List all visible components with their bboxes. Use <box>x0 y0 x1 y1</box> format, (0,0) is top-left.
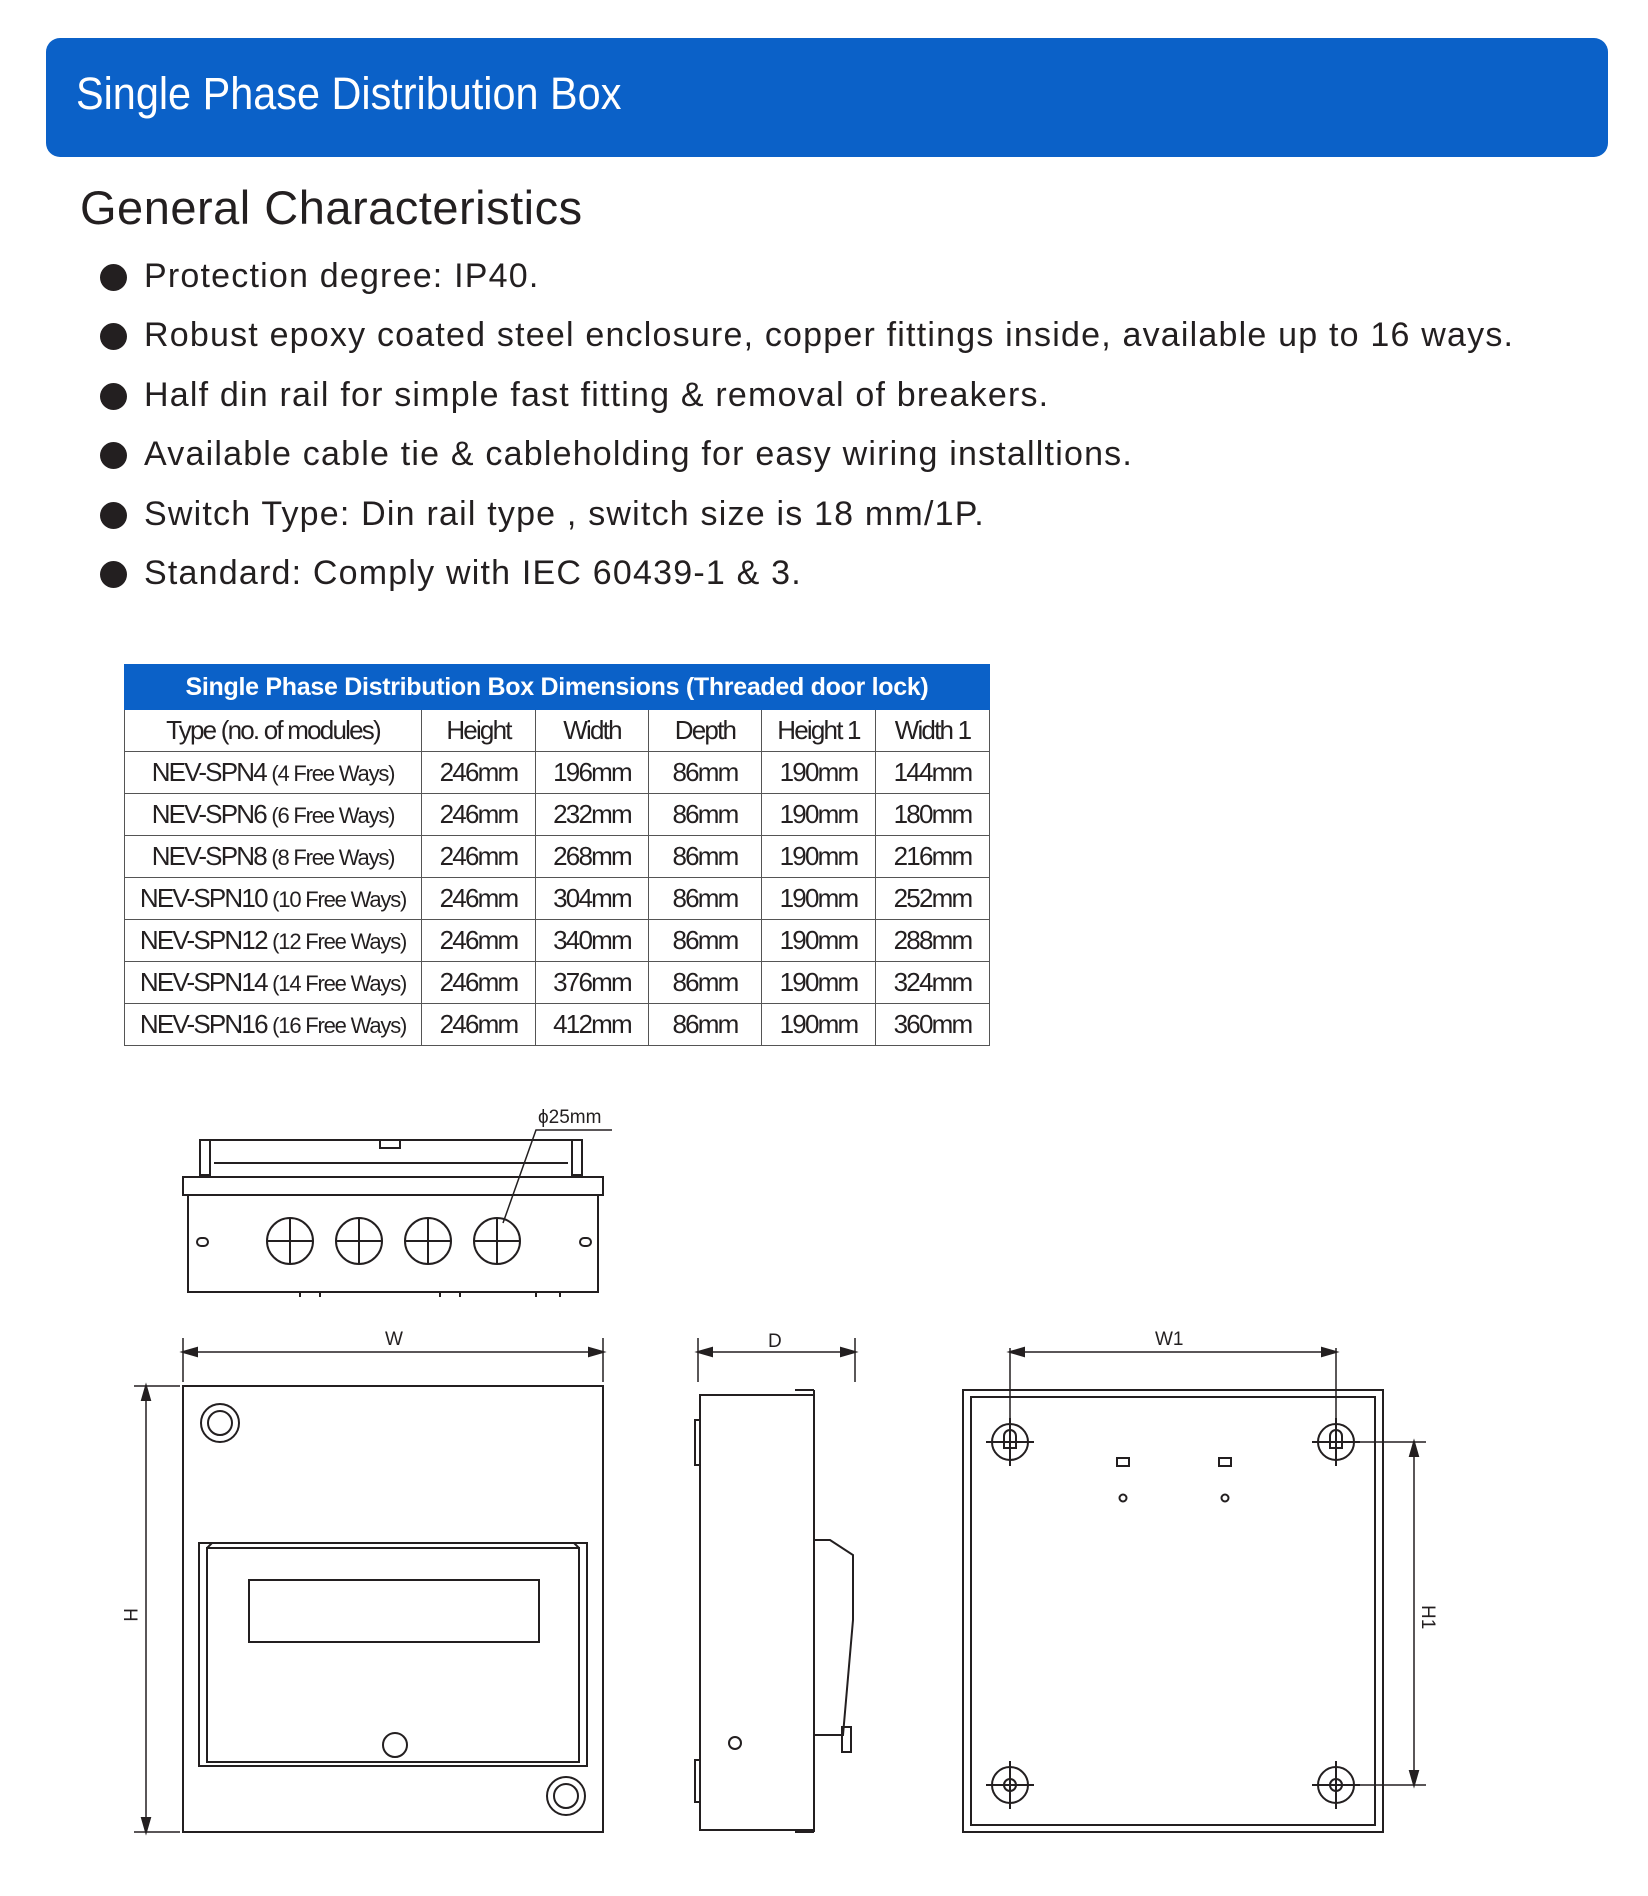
width1-cell: 144mm <box>876 752 990 794</box>
height-cell: 246mm <box>422 836 536 878</box>
column-header: Depth <box>649 710 762 752</box>
width-cell: 412mm <box>536 1004 649 1046</box>
width1-cell: 180mm <box>876 794 990 836</box>
height-cell: 246mm <box>422 920 536 962</box>
height-cell: 246mm <box>422 794 536 836</box>
depth-cell: 86mm <box>649 752 762 794</box>
column-header: Type (no. of modules) <box>125 710 422 752</box>
keyhole-mount <box>1312 1418 1360 1466</box>
width-cell: 304mm <box>536 878 649 920</box>
width1-cell: 360mm <box>876 1004 990 1046</box>
width-cell: 232mm <box>536 794 649 836</box>
dimension-d-label: D <box>768 1331 782 1352</box>
ways-label: (8 Free Ways) <box>271 845 395 870</box>
feature-text: Switch Type: Din rail type , switch size is 18 mm/1P. <box>144 494 985 533</box>
ways-label: (10 Free Ways) <box>272 887 407 912</box>
feature-text: Robust epoxy coated steel enclosure, copper fittings inside, available up to 16 ways. <box>144 316 1515 355</box>
ways-label: (16 Free Ways) <box>272 1013 407 1038</box>
dimension-w1-label: W1 <box>1155 1329 1184 1350</box>
feature-text: Protection degree: IP40. <box>144 257 540 295</box>
model-name: NEV-SPN12 <box>139 925 267 955</box>
height1-cell: 190mm <box>762 794 876 836</box>
width-cell: 340mm <box>536 920 649 962</box>
height1-cell: 190mm <box>762 1004 876 1046</box>
rear-view <box>963 1329 1438 1832</box>
height-cell: 246mm <box>422 878 536 920</box>
model-name: NEV-SPN14 <box>139 967 267 997</box>
mounting-hole <box>986 1761 1034 1809</box>
depth-cell: 86mm <box>649 836 762 878</box>
column-header: Height <box>422 710 536 752</box>
ways-label: (14 Free Ways) <box>272 971 407 996</box>
knockout-hole <box>474 1218 520 1264</box>
ways-label: (12 Free Ways) <box>272 929 407 954</box>
dimension-h-label: H <box>119 1608 140 1622</box>
depth-cell: 86mm <box>649 1004 762 1046</box>
model-name: NEV-SPN4 <box>151 757 266 787</box>
width1-cell: 324mm <box>876 962 990 1004</box>
section-title: General Characteristics <box>80 181 583 234</box>
side-view <box>695 1331 855 1832</box>
width1-cell: 252mm <box>876 878 990 920</box>
width-cell: 196mm <box>536 752 649 794</box>
model-name: NEV-SPN16 <box>139 1009 267 1039</box>
width1-cell: 288mm <box>876 920 990 962</box>
knockout-hole <box>405 1218 451 1264</box>
depth-cell: 86mm <box>649 794 762 836</box>
height1-cell: 190mm <box>762 752 876 794</box>
top-view <box>183 1107 612 1297</box>
knockout-hole <box>267 1218 313 1264</box>
feature-text: Standard: Comply with IEC 60439-1 & 3. <box>144 553 802 592</box>
height-cell: 246mm <box>422 962 536 1004</box>
ways-label: (6 Free Ways) <box>271 803 395 828</box>
width-cell: 268mm <box>536 836 649 878</box>
feature-text: Half din rail for simple fast fitting & removal of breakers. <box>144 375 1050 414</box>
height-cell: 246mm <box>422 1004 536 1046</box>
column-header: Width <box>536 710 649 752</box>
height1-cell: 190mm <box>762 920 876 962</box>
keyhole-mount <box>986 1418 1034 1466</box>
mounting-hole <box>1312 1761 1360 1809</box>
model-name: NEV-SPN8 <box>151 841 266 871</box>
height1-cell: 190mm <box>762 836 876 878</box>
model-name: NEV-SPN6 <box>151 799 266 829</box>
height1-cell: 190mm <box>762 962 876 1004</box>
column-header: Width 1 <box>876 710 990 752</box>
height-cell: 246mm <box>422 752 536 794</box>
depth-cell: 86mm <box>649 920 762 962</box>
model-name: NEV-SPN10 <box>139 883 267 913</box>
dimension-h1-label: H1 <box>1417 1605 1438 1630</box>
feature-text: Available cable tie & cableholding for easy wiring installtions. <box>144 435 1134 474</box>
table-caption: Single Phase Distribution Box Dimensions (Threaded door lock) <box>125 665 990 710</box>
height1-cell: 190mm <box>762 878 876 920</box>
ways-label: (4 Free Ways) <box>271 761 395 786</box>
knockout-hole <box>336 1218 382 1264</box>
knockout-diameter-label: ϕ25mm <box>538 1107 602 1128</box>
depth-cell: 86mm <box>649 962 762 1004</box>
column-header: Height 1 <box>762 710 876 752</box>
dimension-w-label: W <box>385 1329 403 1350</box>
width1-cell: 216mm <box>876 836 990 878</box>
front-view <box>119 1329 603 1832</box>
banner-title: Single Phase Distribution Box <box>76 68 622 119</box>
depth-cell: 86mm <box>649 878 762 920</box>
width-cell: 376mm <box>536 962 649 1004</box>
